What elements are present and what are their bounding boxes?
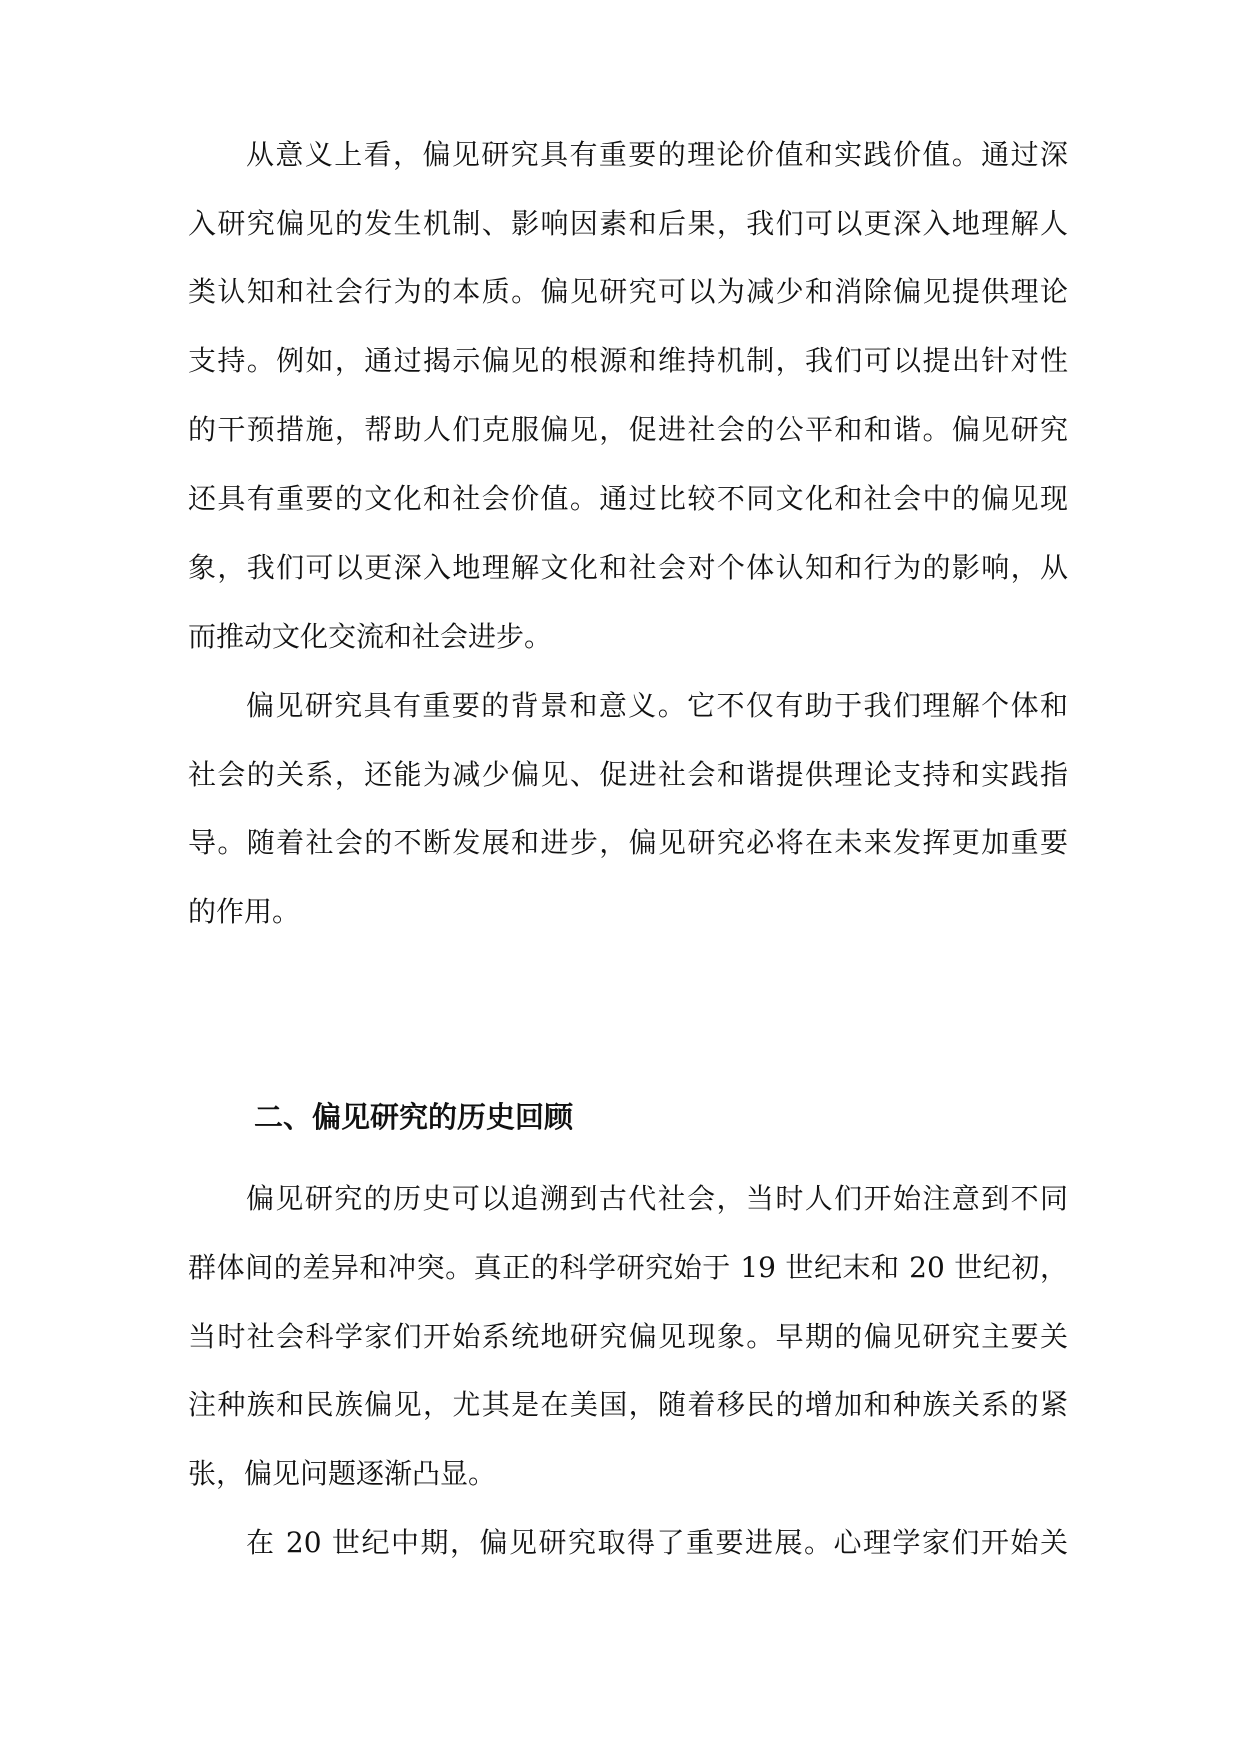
paragraph-1-line-4: 支持。例如，通过揭示偏见的根源和维持机制，我们可以提出针对性 [188,344,1068,377]
paragraph-1-line-2: 入研究偏见的发生机制、影响因素和后果，我们可以更深入地理解人 [188,207,1068,240]
paragraph-1-line-5: 的干预措施，帮助人们克服偏见，促进社会的公平和和谐。偏见研究 [188,413,1068,446]
paragraph-1-line-1: 从意义上看，偏见研究具有重要的理论价值和实践价值。通过深 [246,138,1068,171]
paragraph-2-line-4: 的作用。 [188,895,301,928]
section-paragraph-1-line-4: 注种族和民族偏见，尤其是在美国，随着移民的增加和种族关系的紧 [188,1388,1068,1421]
paragraph-2-line-1: 偏见研究具有重要的背景和意义。它不仅有助于我们理解个体和 [246,689,1068,722]
section-paragraph-1-line-3: 当时社会科学家们开始系统地研究偏见现象。早期的偏见研究主要关 [188,1320,1068,1353]
paragraph-1-line-7: 象，我们可以更深入地理解文化和社会对个体认知和行为的影响，从 [188,551,1068,584]
section-paragraph-1-line-5: 张，偏见问题逐渐凸显。 [188,1457,497,1490]
section-paragraph-1-line-1: 偏见研究的历史可以追溯到古代社会，当时人们开始注意到不同 [246,1182,1068,1215]
section-paragraph-2-line-1: 在 20 世纪中期，偏见研究取得了重要进展。心理学家们开始关 [246,1526,1068,1559]
paragraph-2-line-3: 导。随着社会的不断发展和进步，偏见研究必将在未来发挥更加重要 [188,826,1068,859]
paragraph-2-line-2: 社会的关系，还能为减少偏见、促进社会和谐提供理论支持和实践指 [188,758,1068,791]
paragraph-1-line-6: 还具有重要的文化和社会价值。通过比较不同文化和社会中的偏见现 [188,482,1068,515]
paragraph-1-line-8: 而推动文化交流和社会进步。 [188,620,553,653]
paragraph-1-line-3: 类认知和社会行为的本质。偏见研究可以为减少和消除偏见提供理论 [188,275,1068,308]
section-paragraph-1-line-2: 群体间的差异和冲突。真正的科学研究始于 19 世纪末和 20 世纪初， [188,1251,1068,1284]
section-heading: 二、偏见研究的历史回顾 [254,1100,574,1134]
